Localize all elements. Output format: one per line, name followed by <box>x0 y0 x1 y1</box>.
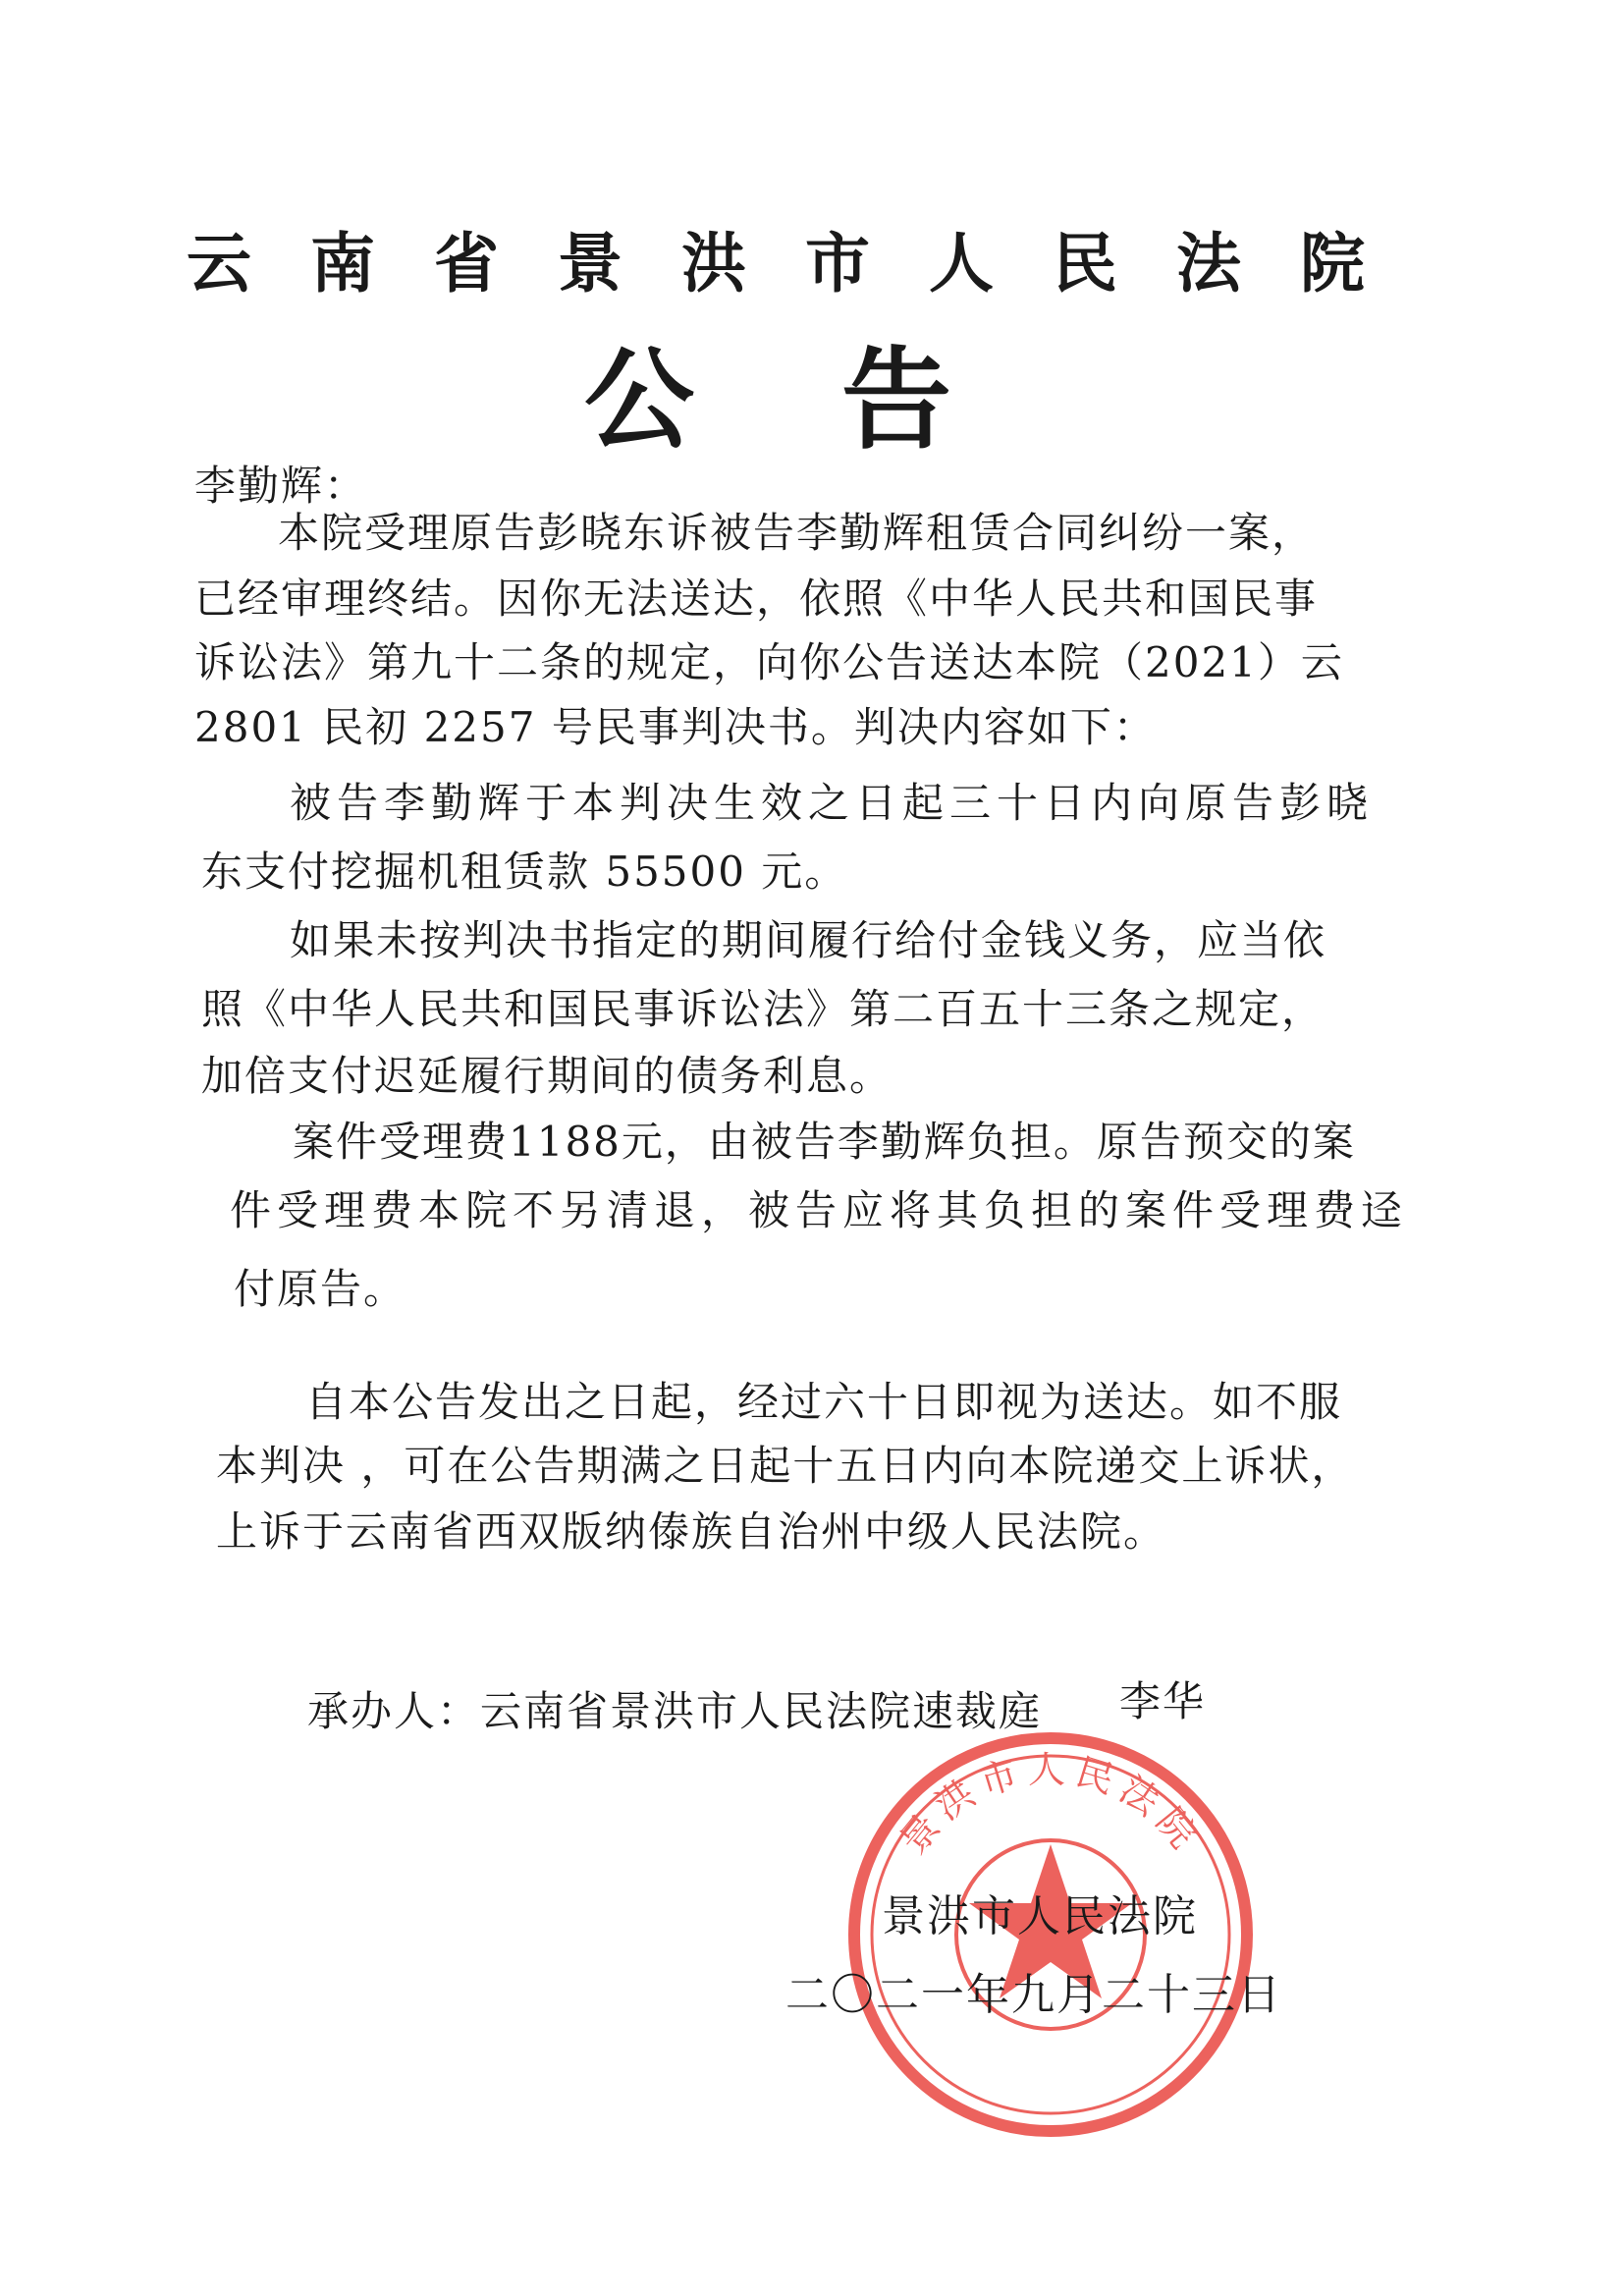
body-line: 诉讼法》第九十二条的规定，向你公告送达本院（2021）云 <box>194 638 1344 686</box>
body-line: 自本公告发出之日起，经过六十日即视为送达。如不服 <box>305 1378 1343 1426</box>
body-line: 2801 民初 2257 号民事判决书。判决内容如下： <box>194 703 1157 751</box>
body-line: 付原告。 <box>234 1265 407 1313</box>
body-line: 如果未按判决书指定的期间履行给付金钱义务，应当依 <box>290 916 1327 964</box>
body-line: 东支付挖掘机租赁款 55500 元。 <box>201 847 848 896</box>
handler-name: 李华 <box>1119 1677 1207 1725</box>
body-line: 本院受理原告彭晓东诉被告李勤辉租赁合同纠纷一案， <box>278 509 1316 557</box>
handler-label: 承办人：云南省景洪市人民法院速裁庭 <box>307 1687 1043 1735</box>
body-line: 案件受理费1188元，由被告李勤辉负担。原告预交的案 <box>293 1118 1356 1166</box>
body-line: 被告李勤辉于本判决生效之日起三十日内向原告彭晓 <box>290 779 1375 827</box>
notice-title: 公告 <box>584 337 1099 465</box>
body-line: 照《中华人民共和国民事诉讼法》第二百五十三条之规定， <box>201 985 1325 1033</box>
signature-date: 二〇二一年九月二十三日 <box>785 1970 1282 2020</box>
body-line: 已经审理终结。因你无法送达，依照《中华人民共和国民事 <box>194 574 1319 623</box>
court-name-heading: 云南省景洪市人民法院 <box>187 226 1424 301</box>
addressee: 李勤辉： <box>194 462 368 510</box>
body-line: 加倍支付迟延履行期间的债务利息。 <box>201 1052 893 1100</box>
signature-court: 景洪市人民法院 <box>882 1891 1198 1941</box>
body-line: 上诉于云南省西双版纳傣族自治州中级人民法院。 <box>216 1507 1167 1556</box>
body-line: 本判决 ，可在公告期满之日起十五日内向本院递交上诉状， <box>216 1442 1355 1490</box>
seal-text: 景洪市人民法院 <box>891 1748 1211 1863</box>
body-line: 件受理费本院不另清退，被告应将其负担的案件受理费迳 <box>230 1186 1409 1234</box>
